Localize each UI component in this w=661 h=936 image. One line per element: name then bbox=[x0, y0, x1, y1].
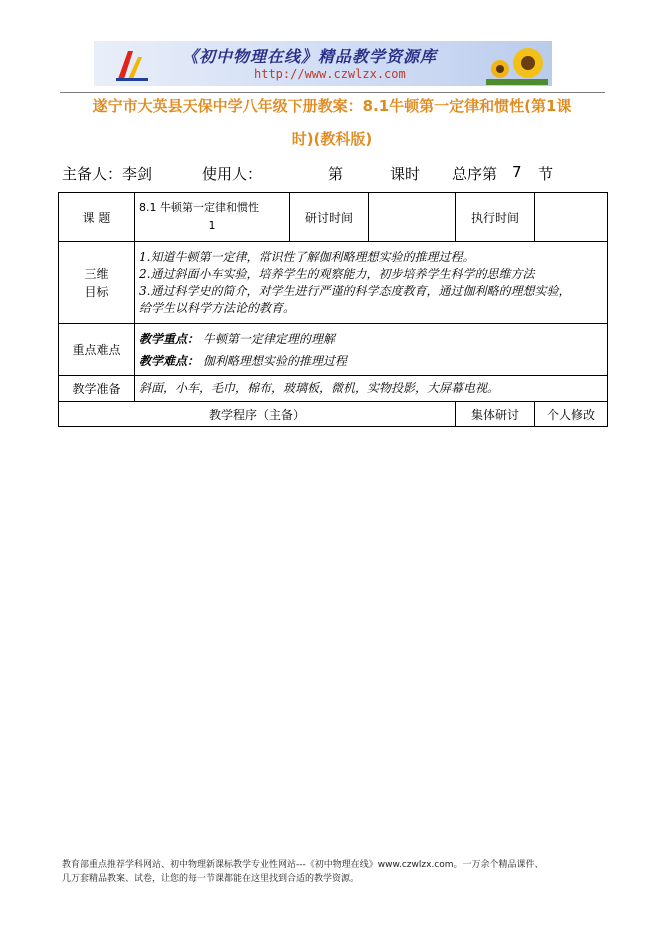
sequence-jie-label: 节 bbox=[538, 165, 554, 183]
preparer-name: 李剑 bbox=[122, 165, 153, 183]
document-title-line2: 时)(教科版) bbox=[291, 130, 373, 148]
teaching-prep-content: 斜面，小车，毛巾，棉布，玻璃板，微机，实物投影，大屏幕电视。 bbox=[135, 376, 608, 402]
table-row bbox=[59, 324, 608, 376]
table-row bbox=[59, 242, 608, 324]
topic-value-line1: 8.1 牛顿第一定律和惯性 bbox=[139, 201, 259, 214]
objectives-label-line2: 目标 bbox=[84, 284, 109, 299]
key-point-row bbox=[139, 328, 603, 350]
exec-time-label: 执行时间 bbox=[456, 193, 535, 242]
table-row bbox=[59, 193, 608, 242]
difficulty-text: 伽利略理想实验的推理过程 bbox=[202, 353, 347, 368]
banner-url[interactable]: http://www.czwlzx.com bbox=[254, 67, 406, 81]
page-footer bbox=[62, 858, 602, 886]
header-banner bbox=[94, 41, 552, 86]
topic-value bbox=[135, 193, 290, 242]
difficulty-label: 教学难点： bbox=[139, 353, 200, 368]
procedure-header: 教学程序（主备） bbox=[59, 402, 456, 427]
discuss-time-label: 研讨时间 bbox=[290, 193, 369, 242]
objectives-label bbox=[59, 242, 135, 324]
topic-value-line2: 1 bbox=[208, 219, 216, 232]
objective-item: 3.通过科学史的简介，对学生进行严谨的科学态度教育，通过伽利略的理想实验， bbox=[139, 283, 571, 298]
table-row bbox=[59, 402, 608, 427]
preparer-label: 主备人： bbox=[62, 165, 123, 183]
key-points-label: 重点难点 bbox=[59, 324, 135, 376]
footer-line1: 教育部重点推荐学科网站、初中物理新课标教学专业性网站---《初中物理在线》www.czwlzx.com。一万余个精品课件、 bbox=[62, 860, 544, 870]
site-logo-icon bbox=[114, 45, 150, 83]
user-label: 使用人： bbox=[202, 165, 263, 183]
lesson-plan-table bbox=[58, 192, 608, 427]
objectives-content bbox=[135, 242, 608, 324]
objectives-label-line1: 三维 bbox=[84, 266, 109, 281]
difficulty-row bbox=[139, 350, 603, 372]
topic-label: 课 题 bbox=[59, 193, 135, 242]
discuss-time-value[interactable] bbox=[369, 193, 456, 242]
objective-item: 给学生以科学方法论的教育。 bbox=[139, 300, 296, 315]
sequence-label: 总序第 bbox=[452, 165, 498, 183]
banner-title: 《初中物理在线》精品教学资源库 bbox=[182, 47, 438, 66]
objective-item: 2.通过斜面小车实验，培养学生的观察能力，初步培养学生科学的思维方法 bbox=[139, 266, 535, 281]
key-points-content bbox=[135, 324, 608, 376]
key-point-label: 教学重点： bbox=[139, 331, 200, 346]
sequence-number: 7 bbox=[512, 163, 522, 181]
key-point-text: 牛顿第一定律定理的理解 bbox=[202, 331, 335, 346]
sunflower-icon bbox=[486, 43, 548, 85]
teaching-prep-label: 教学准备 bbox=[59, 376, 135, 402]
objective-item: 1.知道牛顿第一定律，常识性了解伽利略理想实验的推理过程。 bbox=[139, 249, 475, 264]
document-title-line1: 遂宁市大英县天保中学八年级下册教案：8.1牛顿第一定律和惯性(第1课 bbox=[92, 97, 572, 115]
exec-time-value[interactable] bbox=[535, 193, 608, 242]
group-discussion-header: 集体研讨 bbox=[456, 402, 535, 427]
lesson-period-label: 课时 bbox=[390, 165, 421, 183]
lesson-di-label: 第 bbox=[328, 165, 344, 183]
table-row bbox=[59, 376, 608, 402]
footer-line2: 几万套精品教案、试卷，让您的每一节课都能在这里找到合适的教学资源。 bbox=[62, 874, 360, 884]
personal-edit-header: 个人修改 bbox=[535, 402, 608, 427]
